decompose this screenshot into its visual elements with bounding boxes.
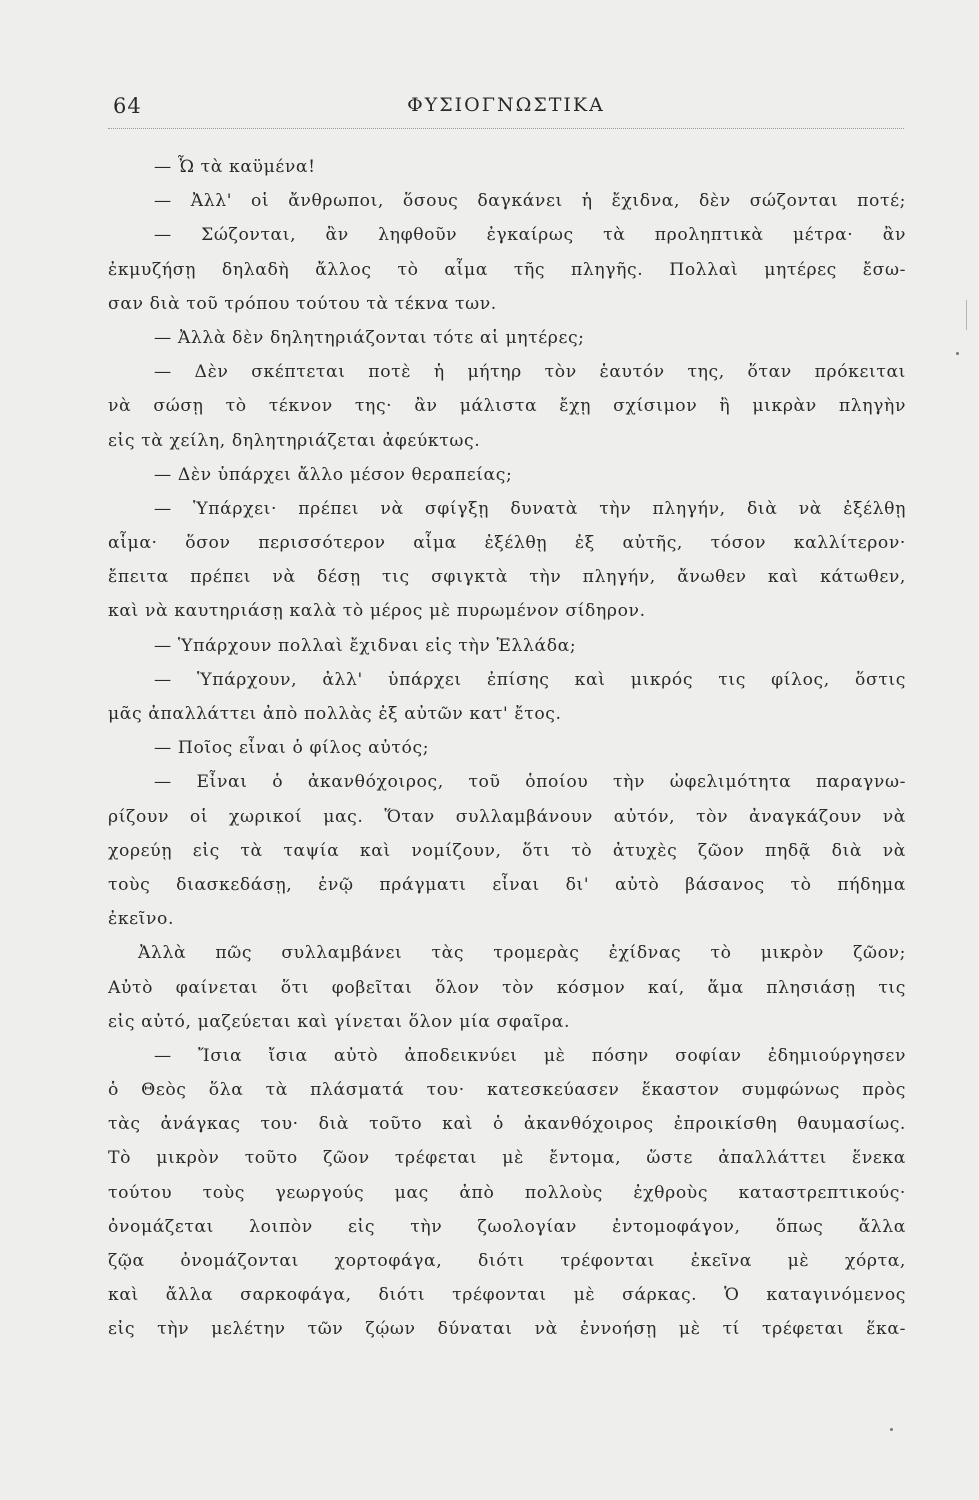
text-line: Αὐτὸ φαίνεται ὅτι φοβεῖται ὅλον τὸν κόσμον καί, ἅμα πλησιάσῃ τις [108,977,906,998]
text-line: σαν διὰ τοῦ τρόπου τούτου τὰ τέκνα των. [108,293,497,314]
running-head: ΦΥΣΙΟΓΝΩΣΤΙΚΑ [407,94,605,116]
text-line: Ἀλλὰ πῶς συλλαμβάνει τὰς τρομερὰς ἐχίδνας τὸ μικρὸν ζῶον; [138,943,906,964]
text-line: — Ποῖος εἶναι ὁ φίλος αὐτός; [154,738,430,759]
text-line: ἐκμυζήσῃ δηλαδὴ ἄλλος τὸ αἷμα τῆς πληγῆς. Πολλαὶ μητέρες ἔσω- [108,259,906,280]
text-line: αἷμα· ὅσον περισσότερον αἷμα ἐξέλθῃ ἐξ αὐτῆς, τόσον καλλίτερον· [108,533,906,554]
text-line: ζῷα ὀνομάζονται χορτοφάγα, διότι τρέφονται ἐκεῖνα μὲ χόρτα, [108,1251,906,1271]
text-line: τούτου τοὺς γεωργούς μας ἀπὸ πολλοὺς ἐχθροὺς καταστρεπτικούς· [108,1182,906,1203]
text-line: — Δὲν ὑπάρχει ἄλλο μέσον θεραπείας; [154,464,513,485]
text-line: εἰς αὐτό, μαζεύεται καὶ γίνεται ὅλον μία σφαῖρα. [108,1011,571,1032]
margin-mark [966,300,977,330]
text-line: ἔπειτα πρέπει νὰ δέσῃ τις σφιγκτὰ τὴν πληγήν, ἄνωθεν καὶ κάτωθεν, [108,567,906,588]
page-header [108,94,904,129]
text-line: — Σώζονται, ἂν ληφθοῦν ἐγκαίρως τὰ προληπτικὰ μέτρα· ἂν [154,225,906,246]
text-line: — Ἀλλὰ δὲν δηλητηριάζονται τότε αἱ μητέρες; [154,327,585,348]
text-line: — Δὲν σκέπτεται ποτὲ ἡ μήτηρ τὸν ἑαυτόν της, ὅταν πρόκειται [154,362,906,383]
text-line: ρίζουν οἱ χωρικοί μας. Ὅταν συλλαμβάνουν αὐτόν, τὸν ἀναγκάζουν νὰ [108,806,906,827]
body-text [108,150,906,1347]
text-line: τὰς ἀνάγκας του· διὰ τοῦτο καὶ ὁ ἀκανθόχοιρος ἐπροικίσθη θαυμασίως. [108,1114,906,1135]
text-line: Τὸ μικρὸν τοῦτο ζῶον τρέφεται μὲ ἔντομα, ὥστε ἀπαλλάττει ἕνεκα [108,1148,906,1169]
text-line: — Ἀλλ' οἱ ἄνθρωποι, ὅσους δαγκάνει ἡ ἔχιδνα, δὲν σώζονται ποτέ; [154,191,906,212]
text-line: τοὺς διασκεδάσῃ, ἐνῷ πράγματι εἶναι δι' αὐτὸ βάσανος τὸ πήδημα [108,874,906,895]
ink-speck [956,352,959,355]
text-line: — Ὑπάρχουν πολλαὶ ἔχιδναι εἰς τὴν Ἑλλάδα; [154,635,577,656]
text-line: μᾶς ἀπαλλάττει ἀπὸ πολλὰς ἐξ αὐτῶν κατ' ἔτος. [108,704,562,724]
page-number: 64 [113,94,142,118]
ink-speck [890,1428,893,1431]
text-line: εἰς τὰ χείλη, δηλητηριάζεται ἀφεύκτως. [108,430,481,451]
text-line: — Ὑπάρχουν, ἀλλ' ὑπάρχει ἐπίσης καὶ μικρός τις φίλος, ὅστις [154,669,906,690]
text-line: — Εἶναι ὁ ἀκανθόχοιρος, τοῦ ὁποίου τὴν ὠφελιμότητα παραγνω- [154,772,906,793]
text-line: καὶ ἄλλα σαρκοφάγα, διότι τρέφονται μὲ σάρκας. Ὁ καταγινόμενος [108,1285,906,1306]
text-line: ὁ Θεὸς ὅλα τὰ πλάσματά του· κατεσκεύασεν ἕκαστον συμφώνως πρὸς [108,1080,906,1101]
text-line: καὶ νὰ καυτηριάσῃ καλὰ τὸ μέρος μὲ πυρωμένον σίδηρον. [108,601,646,622]
text-line: ἐκεῖνο. [108,909,175,930]
text-line: — Ὦ τὰ καϋμένα! [154,157,316,177]
text-line: — Ὑπάρχει· πρέπει νὰ σφίγξῃ δυνατὰ τὴν πληγήν, διὰ νὰ ἐξέλθῃ [154,498,906,519]
text-line: — Ἴσια ἴσια αὐτὸ ἀποδεικνύει μὲ πόσην σοφίαν ἐδημιούργησεν [154,1045,906,1066]
text-line: νὰ σώσῃ τὸ τέκνον της· ἂν μάλιστα ἔχῃ σχίσιμον ἢ μικρὰν πληγὴν [108,396,906,417]
text-line: εἰς τὴν μελέτην τῶν ζῴων δύναται νὰ ἐννοήσῃ μὲ τί τρέφεται ἕκα- [108,1319,906,1340]
text-line: ὀνομάζεται λοιπὸν εἰς τὴν ζωολογίαν ἐντομοφάγον, ὅπως ἄλλα [108,1216,906,1237]
text-line: χορεύῃ εἰς τὰ ταψία καὶ νομίζουν, ὅτι τὸ ἀτυχὲς ζῶον πηδᾷ διὰ νὰ [108,840,906,861]
